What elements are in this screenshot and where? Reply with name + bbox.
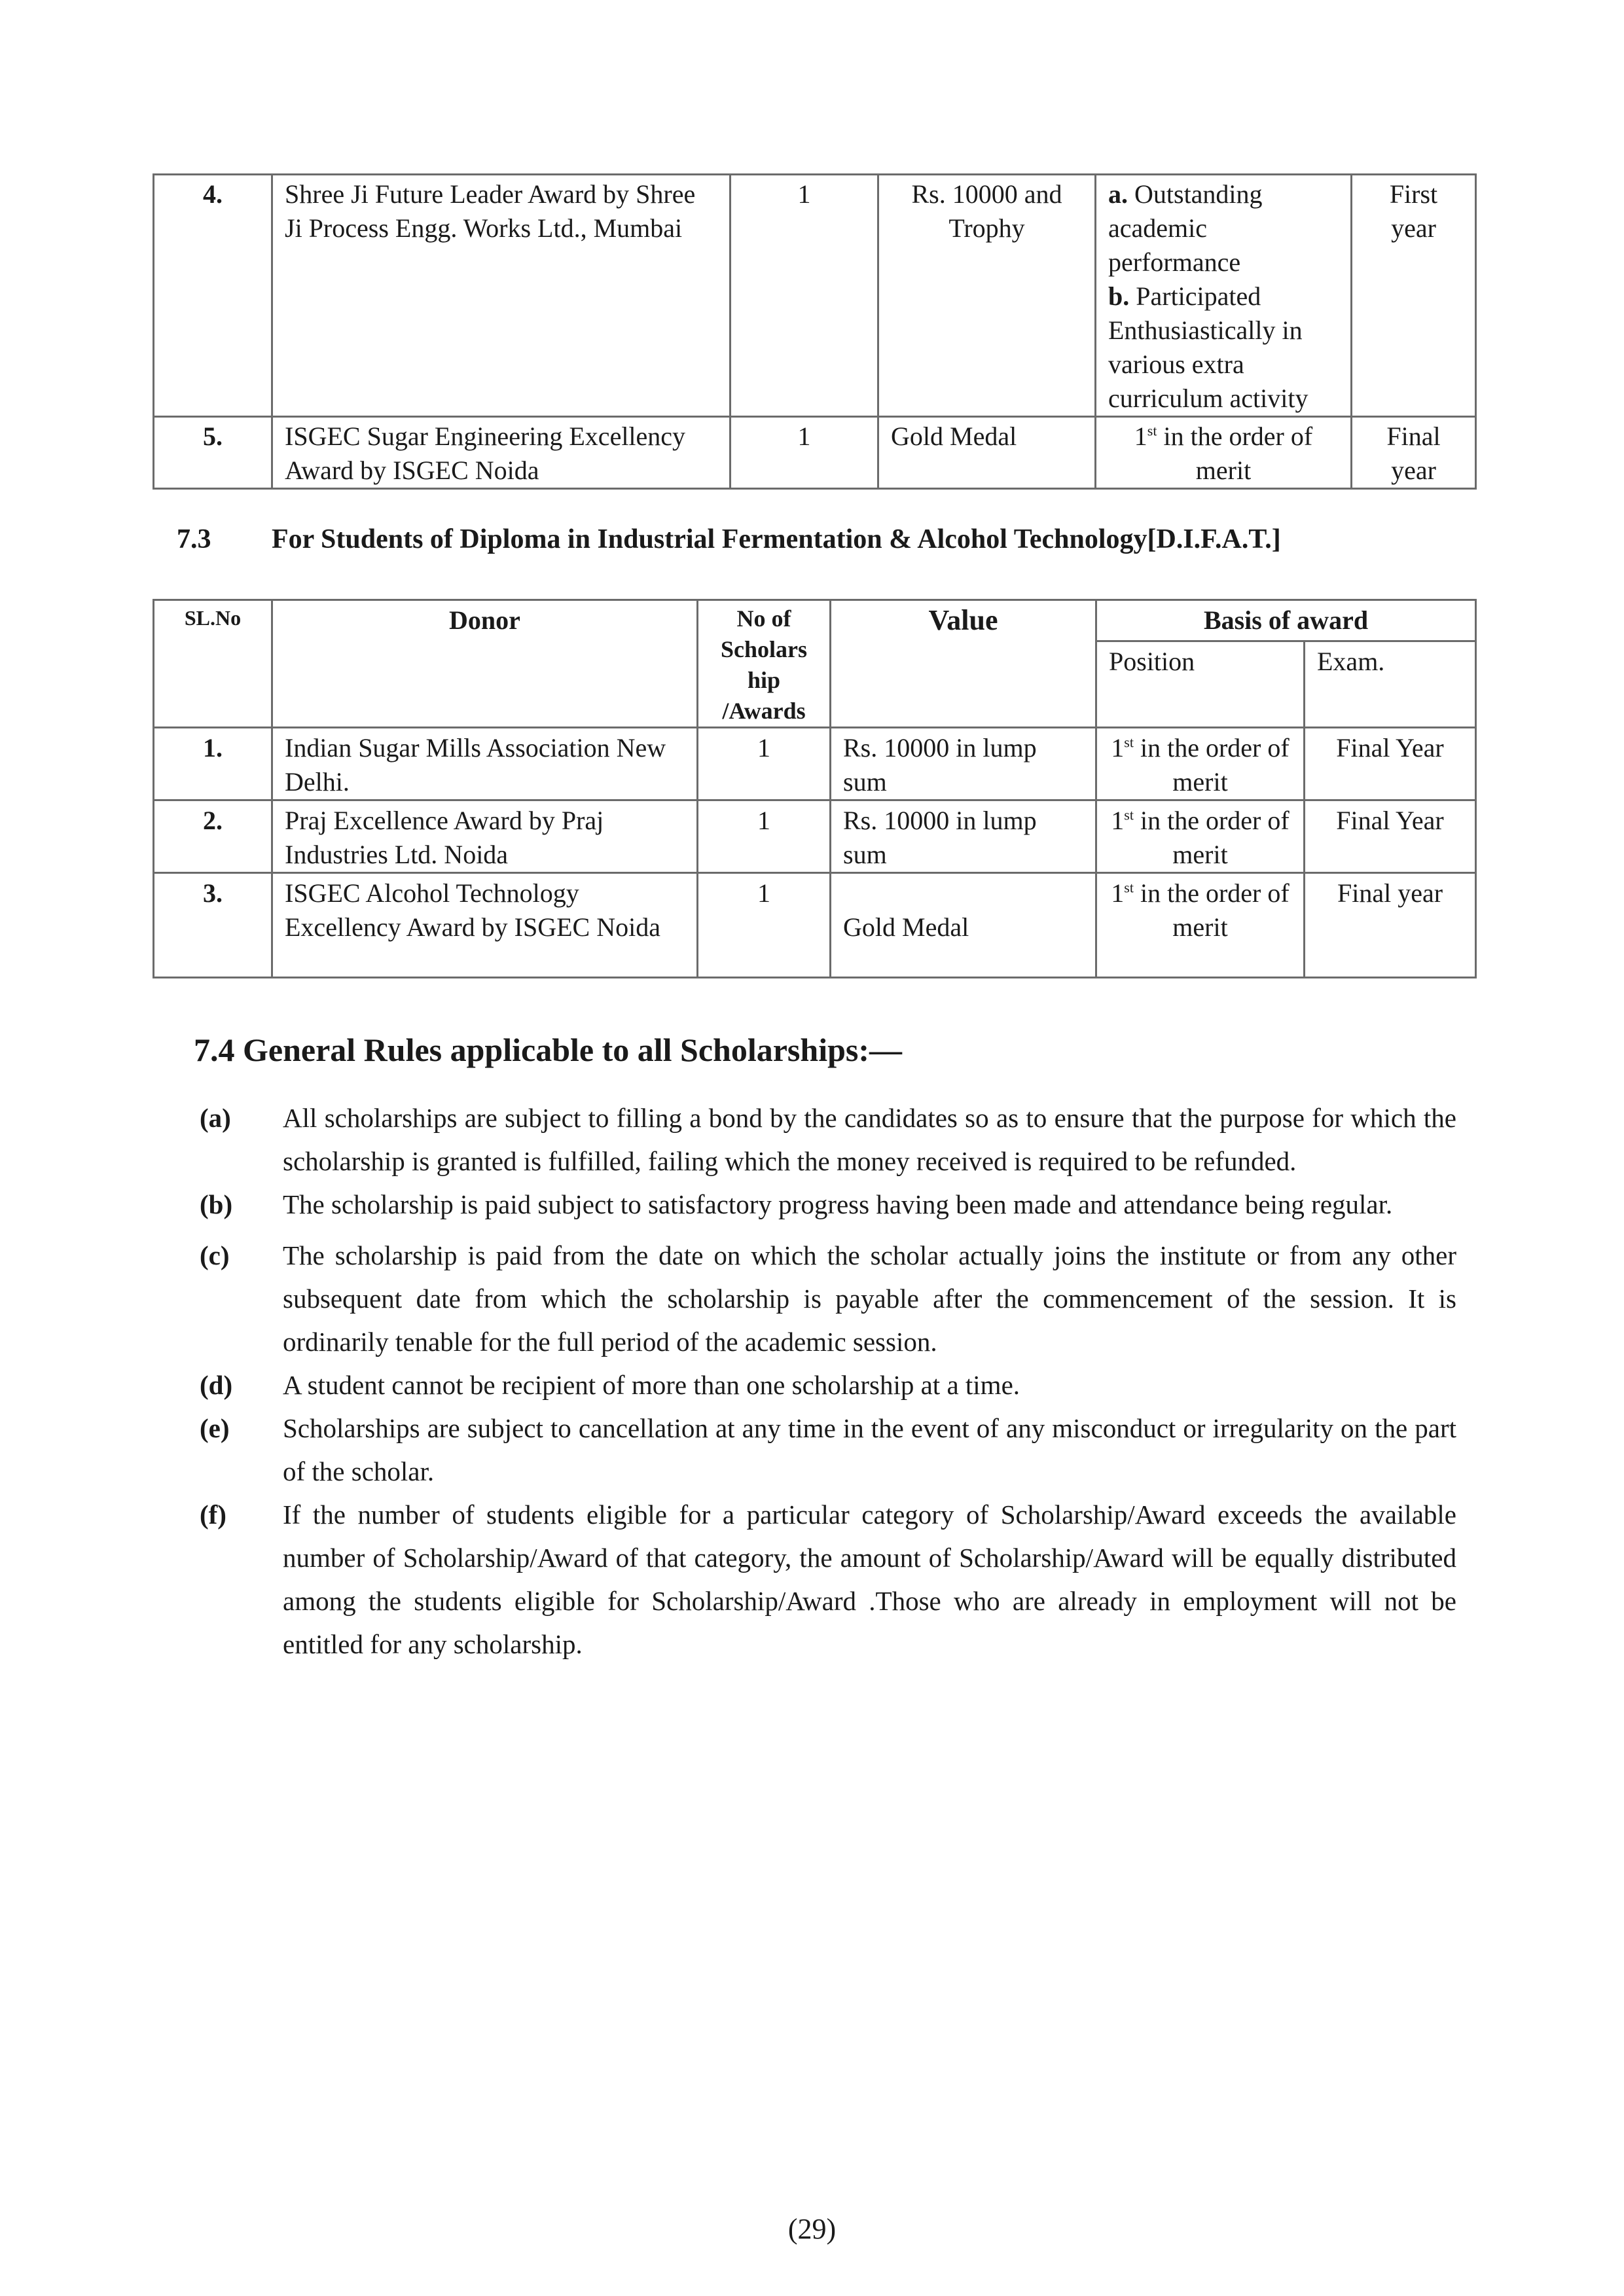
count-cell: 1 bbox=[698, 873, 831, 978]
rule-label: (b) bbox=[200, 1189, 233, 1219]
table-row bbox=[154, 417, 1476, 489]
rule-text: The scholarship is paid from the date on which the scholar actually joins the institute or from any other subsequent date from which the scholarship is payable after the commencement of the session. It is ordinarily tenable for the full period of the academic session. bbox=[283, 1240, 1456, 1357]
serial-number: 4. bbox=[154, 175, 272, 417]
count-cell: 1 bbox=[698, 728, 831, 800]
rank-text: in the order of merit bbox=[1140, 878, 1290, 942]
list-item bbox=[200, 1183, 1456, 1226]
donor-cell: Shree Ji Future Leader Award by Shree Ji Process Engg. Works Ltd., Mumbai bbox=[272, 175, 731, 417]
rank-text: in the order of merit bbox=[1163, 422, 1313, 485]
list-item bbox=[200, 1363, 1456, 1407]
exam-cell: Final Year bbox=[1305, 728, 1476, 800]
value-cell: Gold Medal bbox=[831, 873, 1096, 978]
list-item bbox=[200, 1234, 1456, 1363]
donor-cell: ISGEC Sugar Engineering Excellency Award by ISGEC Noida bbox=[272, 417, 731, 489]
rank-text: in the order of merit bbox=[1140, 806, 1290, 869]
count-cell: 1 bbox=[698, 800, 831, 873]
donor-cell: Indian Sugar Mills Association New Delhi. bbox=[272, 728, 698, 800]
donor-cell: Praj Excellence Award by Praj Industries Ltd. Noida bbox=[272, 800, 698, 873]
position-cell bbox=[1096, 417, 1352, 489]
header-count: No of Scholars hip /Awards bbox=[698, 600, 831, 728]
rule-text: If the number of students eligible for a particular category of Scholarship/Award exceeds the available number of Scholarship/Award of that category, the amount of Scholarship/Award will be equally distributed among the students eligible for Scholarship/Award .Those who are already in employment will not be entitled for any scholarship. bbox=[283, 1499, 1456, 1659]
table-row bbox=[154, 728, 1476, 800]
basis-cell bbox=[1096, 175, 1352, 417]
rules-heading: 7.4 General Rules applicable to all Scholarships:— bbox=[194, 1031, 903, 1068]
rank-text: in the order of merit bbox=[1140, 733, 1290, 797]
rule-text: A student cannot be recipient of more than one scholarship at a time. bbox=[283, 1370, 1020, 1400]
header-value: Value bbox=[831, 600, 1096, 728]
rule-text: All scholarships are subject to filling a bond by the candidates so as to ensure that the purpose for which the scholarship is granted is fulfilled, failing which the money received is required to be refunded. bbox=[283, 1103, 1456, 1176]
list-item bbox=[200, 1407, 1456, 1493]
header-position: Position bbox=[1096, 641, 1305, 727]
rank-number: 1 bbox=[1134, 422, 1147, 451]
table-row bbox=[154, 800, 1476, 873]
value-cell: Gold Medal bbox=[878, 417, 1096, 489]
serial-number: 2. bbox=[154, 800, 272, 873]
count-cell: 1 bbox=[731, 175, 878, 417]
basis-a-text: Outstanding academic performance bbox=[1108, 179, 1263, 277]
rule-label: (a) bbox=[200, 1103, 231, 1133]
basis-a-label: a. bbox=[1108, 179, 1128, 209]
rank-suffix: st bbox=[1147, 422, 1157, 439]
value-cell: Rs. 10000 in lump sum bbox=[831, 728, 1096, 800]
section-title: For Students of Diploma in Industrial Fermentation & Alcohol Technology[D.I.F.A.T.] bbox=[272, 524, 1281, 554]
list-item bbox=[200, 1096, 1456, 1183]
rank-number: 1 bbox=[1111, 878, 1125, 908]
serial-number: 3. bbox=[154, 873, 272, 978]
list-item bbox=[200, 1493, 1456, 1666]
position-cell bbox=[1096, 800, 1305, 873]
basis-b-label: b. bbox=[1108, 281, 1130, 311]
count-cell: 1 bbox=[731, 417, 878, 489]
header-row bbox=[154, 600, 1476, 641]
basis-b-text: Participated Enthusiastically in various extra curriculum activity bbox=[1108, 281, 1308, 413]
header-slno: SL.No bbox=[154, 600, 272, 728]
header-donor: Donor bbox=[272, 600, 698, 728]
rules-list bbox=[200, 1096, 1456, 1666]
awards-table-continued bbox=[153, 173, 1477, 490]
page-number: (29) bbox=[787, 2213, 837, 2245]
value-cell: Rs. 10000 in lump sum bbox=[831, 800, 1096, 873]
rule-label: (c) bbox=[200, 1240, 230, 1270]
rank-suffix: st bbox=[1124, 879, 1134, 896]
section-number: 7.3 bbox=[177, 524, 211, 554]
rank-suffix: st bbox=[1124, 734, 1134, 751]
position-cell bbox=[1096, 873, 1305, 978]
exam-cell: First year bbox=[1352, 175, 1476, 417]
table-row bbox=[154, 175, 1476, 417]
table-row bbox=[154, 873, 1476, 978]
exam-cell: Final year bbox=[1305, 873, 1476, 978]
header-exam: Exam. bbox=[1305, 641, 1476, 727]
rank-number: 1 bbox=[1111, 733, 1125, 762]
donor-cell: ISGEC Alcohol Technology Excellency Award by ISGEC Noida bbox=[272, 873, 698, 978]
exam-cell: Final Year bbox=[1305, 800, 1476, 873]
rule-label: (e) bbox=[200, 1413, 230, 1443]
value-cell: Rs. 10000 and Trophy bbox=[878, 175, 1096, 417]
serial-number: 1. bbox=[154, 728, 272, 800]
serial-number: 5. bbox=[154, 417, 272, 489]
rule-label: (d) bbox=[200, 1370, 233, 1400]
rule-text: Scholarships are subject to cancellation at any time in the event of any misconduct or irregularity on the part of the scholar. bbox=[283, 1413, 1456, 1486]
exam-cell: Final year bbox=[1352, 417, 1476, 489]
position-cell bbox=[1096, 728, 1305, 800]
rank-number: 1 bbox=[1111, 806, 1125, 835]
rule-text: The scholarship is paid subject to satisfactory progress having been made and attendance being regular. bbox=[283, 1189, 1393, 1219]
difat-awards-table bbox=[153, 599, 1477, 978]
rank-suffix: st bbox=[1124, 806, 1134, 823]
rule-label: (f) bbox=[200, 1499, 226, 1530]
header-basis: Basis of award bbox=[1096, 600, 1476, 641]
